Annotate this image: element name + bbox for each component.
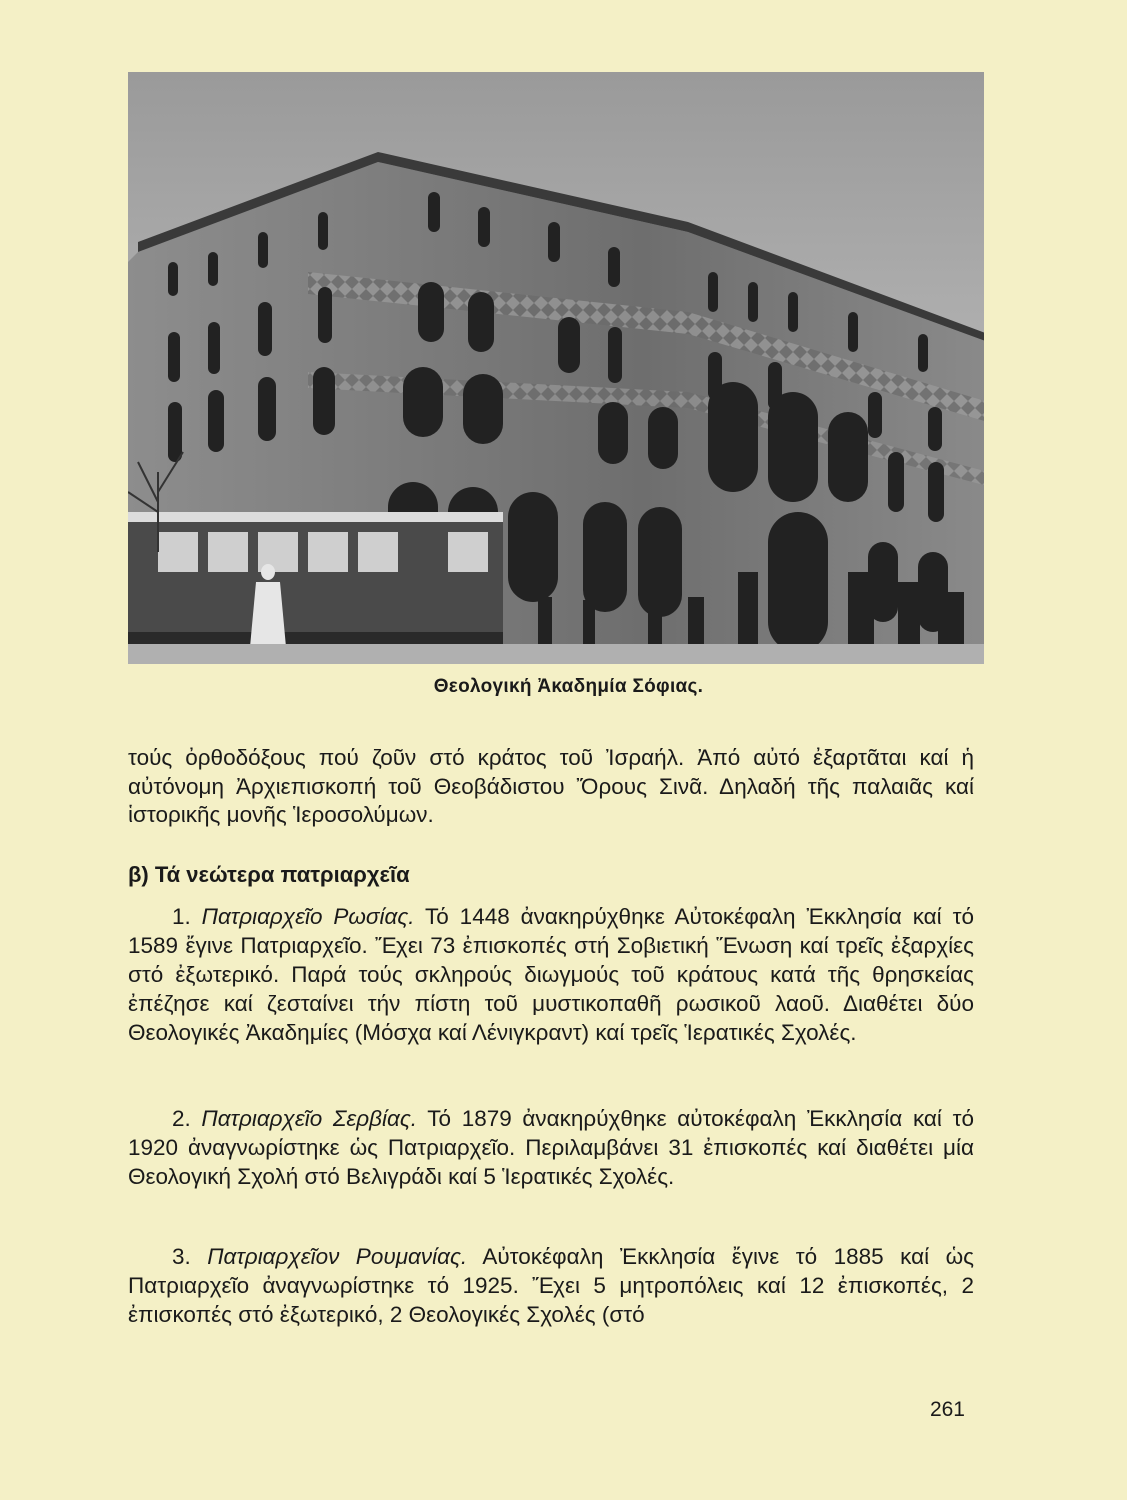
photo-caption: Θεολογική Ἀκαδημία Σόφιας. (433, 676, 704, 697)
page-number: 261 (929, 1398, 965, 1421)
item-text: Τό 1448 ἀνακηρύχθηκε Αὐτοκέφαλη Ἐκκλησία καί τό 1589 ἔγινε Πατριαρχεῖο. Ἔχει 73 ἐπισκοπές στή Σοβιετική Ἕνωση καί τρεῖς ἐξαρχίες στό ἐξωτερικό. Παρά τούς σκληρούς διωγμούς τοῦ κράτους κατά τῆς θρησκείας ἐπέζησε καί ζεσταίνει τήν πίστη τοῦ μυστικοπαθῆ ρωσικοῦ λαοῦ. Διαθέτει δύο Θεολογικές Ἀκαδημίες (Μόσχα καί Λένιγκραντ) καί τρεῖς Ἱερατικές Σχολές. (128, 904, 974, 1045)
item-number: 2. (172, 1106, 191, 1131)
building-photo-illustration (128, 72, 984, 664)
item-text: Αὐτοκέφαλη Ἐκκλησία ἔγινε τό 1885 καί ὡς Πατριαρχεῖο ἀναγνωρίστηκε τό 1925. Ἔχει 5 μητροπόλεις καί 12 ἐπισκοπές, 2 ἐπισκοπές στό ἐξωτερικό, 2 Θεολογικές Σχολές (στό (128, 1244, 974, 1327)
patriarchate-item (128, 1242, 974, 1329)
section-heading: β) Τά νεώτερα πατριαρχεῖα (128, 862, 410, 887)
item-title: Πατριαρχεῖο Ρωσίας. (201, 904, 415, 929)
item-text: Τό 1879 ἀνακηρύχθηκε αὐτοκέφαλη Ἐκκλησία καί τό 1920 ἀναγνωρίστηκε ὡς Πατριαρχεῖο. Περιλαμβάνει 31 ἐπισκοπές καί διαθέτει μία Θεολογική Σχολή στό Βελιγράδι καί 5 Ἱερατικές Σχολές. (128, 1106, 974, 1189)
item-title: Πατριαρχεῖο Σερβίας. (201, 1106, 418, 1131)
intro-paragraph-text: τούς ὀρθοδόξους πού ζοῦν στό κράτος τοῦ Ἰσραήλ. Ἀπό αὐτό ἐξαρτᾶται καί ἡ αὐτόνομη Ἀρχιεπισκοπή τοῦ Θεοβάδιστου Ὄρους Σινᾶ. Δηλαδή τῆς παλαιᾶς καί ἱστορικῆς μονῆς Ἱεροσολύμων. (128, 745, 974, 827)
academy-photo (128, 72, 984, 664)
patriarchate-item (128, 902, 974, 1047)
patriarchate-item (128, 1104, 974, 1191)
item-number: 3. (172, 1244, 191, 1269)
item-title: Πατριαρχεῖον Ρουμανίας. (207, 1244, 468, 1269)
intro-paragraph (128, 744, 974, 830)
item-number: 1. (172, 904, 191, 929)
